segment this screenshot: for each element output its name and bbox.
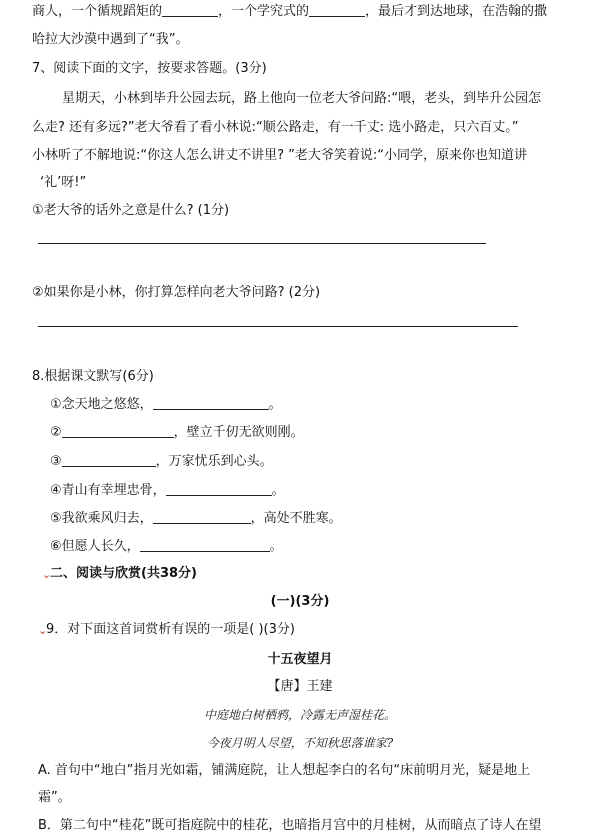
text-span: 。 xyxy=(268,397,282,412)
answer-blank[interactable] xyxy=(166,481,272,496)
red-check-mark: ⌄ xyxy=(42,568,52,581)
q8-item-1 xyxy=(50,395,282,415)
answer-blank[interactable] xyxy=(162,2,218,17)
q8-heading: 8.根据课文默写(6分) xyxy=(32,369,154,384)
q7-heading: 7、阅读下面的文字，按要求答题。(3分) xyxy=(32,61,267,76)
answer-blank[interactable] xyxy=(62,423,174,438)
text-span: ② xyxy=(50,425,62,440)
text-span: ，万家忧乐到心头。 xyxy=(155,454,273,469)
poem-author: 【唐】王建 xyxy=(267,679,333,694)
q8-item-2 xyxy=(50,423,304,443)
q6-line-1 xyxy=(32,2,547,22)
q8-item-3 xyxy=(50,452,273,472)
text-span: ，一个学究式的 xyxy=(218,4,310,19)
q6-line-2: 哈拉大沙漠中遇到了“我”。 xyxy=(32,32,189,47)
text-span: ，壁立千仞无欲则刚。 xyxy=(173,425,304,440)
q9-heading: 9．对下面这首词赏析有误的一项是( )(3分) xyxy=(46,622,295,637)
q7-passage-line-4: ‘礼’呀!” xyxy=(40,175,87,190)
poem-line-1: 中庭地白树栖鸦，冷露无声湿桂花。 xyxy=(203,708,396,722)
text-span: ③ xyxy=(50,454,62,469)
red-check-mark: ⌄ xyxy=(38,624,48,637)
text-span: ⑥但愿人长久， xyxy=(50,539,140,554)
poem-line-2: 今夜月明人尽望，不知秋思落谁家? xyxy=(206,736,394,750)
q7-passage-line-2: 么走? 还有多远?”老大爷看了看小林说:“顺公路走，有一千丈: 选小路走，只六百丈。” xyxy=(32,120,519,135)
answer-blank[interactable] xyxy=(140,537,270,552)
text-span: ⑤我欲乘风归去， xyxy=(50,511,153,526)
text-span: 。 xyxy=(269,539,283,554)
option-a-line-1: A. 首句中“地白”指月光如霜，铺满庭院，让人想起李白的名句“床前明月光，疑是地上 xyxy=(38,763,531,778)
q8-item-5 xyxy=(50,509,342,529)
q7-sub-question-1: ①老大爷的话外之意是什么? (1分) xyxy=(32,203,230,218)
text-span: 。 xyxy=(271,483,285,498)
q7-passage-line-1: 星期天，小林到毕升公园去玩，路上他向一位老大爷问路:“喂，老头，到毕升公园怎 xyxy=(62,91,542,106)
option-b-line-1: B．第二句中“桂花”既可指庭院中的桂花，也暗指月宫中的月桂树，从而暗点了诗人在望 xyxy=(38,818,542,833)
poem-title: 十五夜望月 xyxy=(267,652,333,667)
answer-blank[interactable] xyxy=(153,395,269,410)
answer-blank[interactable] xyxy=(153,509,251,524)
q7-sub-question-2: ②如果你是小林，你打算怎样向老大爷问路? (2分) xyxy=(32,285,321,300)
text-span: ，高处不胜寒。 xyxy=(250,511,342,526)
option-a-line-2: 霜”。 xyxy=(38,790,71,805)
q8-item-6 xyxy=(50,537,283,557)
answer-line-1[interactable] xyxy=(38,243,486,244)
text-span: ①念天地之悠悠， xyxy=(50,397,153,412)
text-span: 商人，一个循规蹈矩的 xyxy=(32,4,163,19)
answer-line-2[interactable] xyxy=(38,326,518,327)
text-span: ④青山有幸埋忠骨， xyxy=(50,483,166,498)
answer-blank[interactable] xyxy=(62,452,156,467)
q8-item-4 xyxy=(50,481,285,501)
text-span: ，最后才到达地球，在浩翰的撒 xyxy=(365,4,548,19)
section-part-1: (一)(3分) xyxy=(270,594,330,609)
q7-passage-line-3: 小林听了不解地说:“你这人怎么讲丈不讲里? ”老大爷笑着说:“小同学，原来你也知道讲 xyxy=(32,148,527,163)
answer-blank[interactable] xyxy=(309,2,365,17)
section-2-heading: 二、阅读与欣赏(共38分) xyxy=(50,566,197,581)
